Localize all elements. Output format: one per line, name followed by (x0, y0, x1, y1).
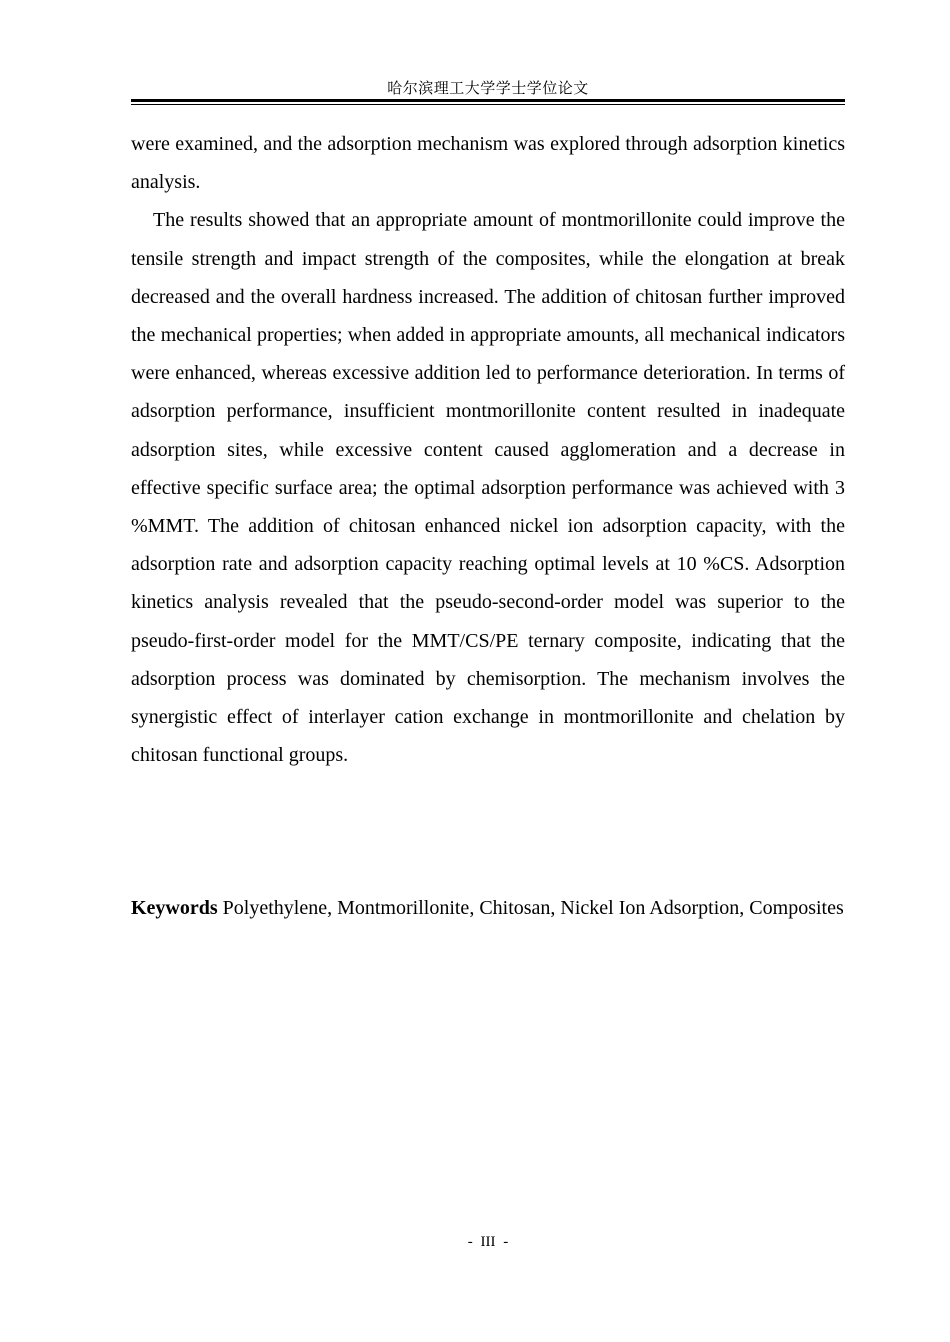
running-header: 哈尔滨理工大学学士学位论文 (387, 79, 589, 97)
header-rule-thick (131, 99, 845, 102)
paragraph-results: The results showed that an appropriate amount of montmorillonite could improve the tensile strength and impact strength of the composites, while the elongation at break decreased and the overall hardness increased. The addition of chitosan further improved the mechanical properties; when added in appropriate amounts, all mechanical indicators were enhanced, whereas excessive addition led to performance deterioration. In terms of adsorption performance, insufficient montmorillonite content resulted in inadequate adsorption sites, while excessive content caused agglomeration and a decrease in effective specific surface area; the optimal adsorption performance was achieved with 3 %MMT. The addition of chitosan enhanced nickel ion adsorption capacity, with the adsorption rate and adsorption capacity reaching optimal levels at 10 %CS. Adsorption kinetics analysis revealed that the pseudo-second-order model was superior to the pseudo-first-order model for the MMT/CS/PE ternary composite, indicating that the adsorption process was dominated by chemisorption. The mechanism involves the synergistic effect of interlayer cation exchange in montmorillonite and chelation by chitosan functional groups. (131, 209, 845, 767)
header-rule-thin (131, 104, 845, 105)
paragraph-continued: were examined, and the adsorption mechanism was explored through adsorption kinetics analysis. (131, 133, 845, 194)
page-number: - III - (467, 1234, 509, 1250)
abstract-body (131, 125, 845, 774)
keywords-text: Polyethylene, Montmorillonite, Chitosan, Nickel Ion Adsorption, Composites (222, 897, 844, 919)
keywords-label: Keywords (131, 897, 218, 919)
keywords-block (131, 889, 845, 927)
